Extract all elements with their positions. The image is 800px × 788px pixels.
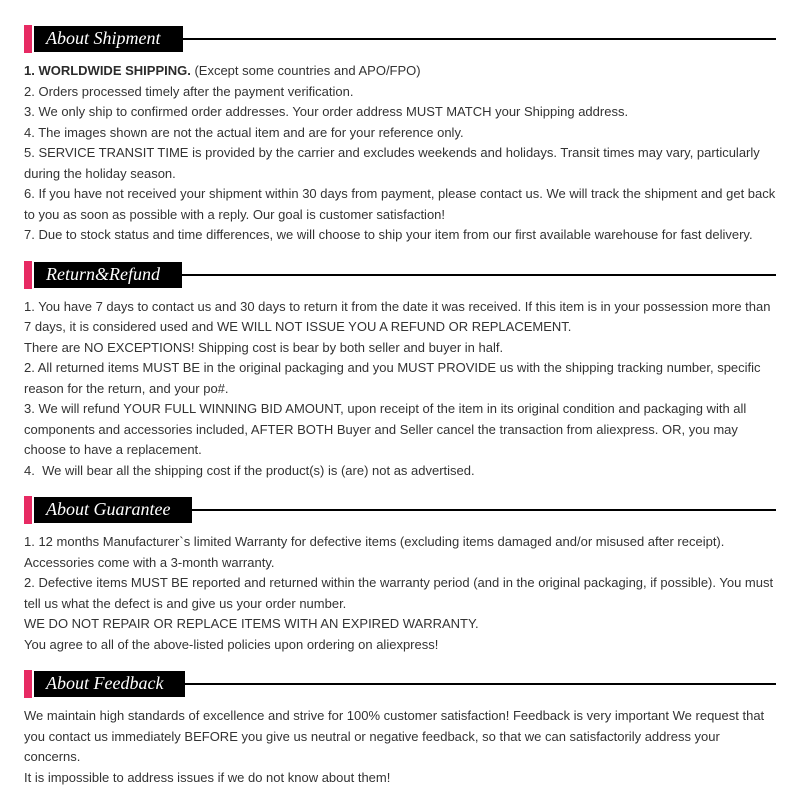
policy-paragraph: There are NO EXCEPTIONS! Shipping cost is bear by both seller and buyer in half. (24, 338, 776, 359)
policy-paragraph: 4. The images shown are not the actual item and are for your reference only. (24, 123, 776, 144)
accent-bar (24, 261, 32, 289)
section-about-guarantee (24, 496, 776, 655)
section-return-refund (24, 261, 776, 482)
header-rule (185, 683, 776, 685)
policy-paragraph: WE DO NOT REPAIR OR REPLACE ITEMS WITH AN EXPIRED WARRANTY. (24, 614, 776, 635)
section-header (24, 670, 776, 698)
section-body (24, 532, 776, 655)
section-header (24, 25, 776, 53)
accent-bar (24, 25, 32, 53)
policy-paragraph: 1. 12 months Manufacturer`s limited Warranty for defective items (excluding items damaged and/or misused after receipt). Accessories come with a 3-month warranty. (24, 532, 776, 573)
policy-paragraph: 6. If you have not received your shipment within 30 days from payment, please contact us. We will track the shipment and get back to you as soon as possible with a reply. Our goal is customer satisfaction! (24, 184, 776, 225)
policy-paragraph: It is impossible to address issues if we do not know about them! (24, 768, 776, 788)
section-body (24, 706, 776, 788)
policy-paragraph: 5. SERVICE TRANSIT TIME is provided by the carrier and excludes weekends and holidays. Transit times may vary, particularly during the holiday season. (24, 143, 776, 184)
header-rule (183, 38, 777, 40)
header-rule (192, 509, 776, 511)
policy-paragraph: 2. All returned items MUST BE in the original packaging and you MUST PROVIDE us with the shipping tracking number, specific reason for the return, and your po#. (24, 358, 776, 399)
section-about-shipment (24, 25, 776, 246)
paragraph-text: (Except some countries and APO/FPO) (191, 63, 421, 78)
accent-bar (24, 670, 32, 698)
policy-paragraph: We maintain high standards of excellence and strive for 100% customer satisfaction! Feedback is very important We request that you contact us immediately BEFORE you give us neutral or negative feedback, so that we can satisfactorily address your concerns. (24, 706, 776, 768)
section-title: About Shipment (34, 26, 183, 52)
section-title: Return&Refund (34, 262, 182, 288)
section-title: About Guarantee (34, 497, 192, 523)
section-about-feedback (24, 670, 776, 788)
policy-paragraph: 4. We will bear all the shipping cost if the product(s) is (are) not as advertised. (24, 461, 776, 482)
section-body (24, 297, 776, 482)
policy-paragraph: 2. Orders processed timely after the payment verification. (24, 82, 776, 103)
policy-paragraph: You agree to all of the above-listed policies upon ordering on aliexpress! (24, 635, 776, 656)
paragraph-bold-lead: 1. WORLDWIDE SHIPPING. (24, 63, 191, 78)
policy-paragraph (24, 61, 776, 82)
policy-paragraph: 3. We only ship to confirmed order addresses. Your order address MUST MATCH your Shipping address. (24, 102, 776, 123)
policy-paragraph: 7. Due to stock status and time differences, we will choose to ship your item from our first available warehouse for fast delivery. (24, 225, 776, 246)
section-title: About Feedback (34, 671, 185, 697)
header-rule (182, 274, 776, 276)
section-header (24, 261, 776, 289)
policy-paragraph: 3. We will refund YOUR FULL WINNING BID AMOUNT, upon receipt of the item in its original condition and packaging with all components and accessories included, AFTER BOTH Buyer and Seller cancel the transaction from aliexpress. OR, you may choose to have a replacement. (24, 399, 776, 461)
section-header (24, 496, 776, 524)
accent-bar (24, 496, 32, 524)
policy-paragraph: 2. Defective items MUST BE reported and returned within the warranty period (and in the original packaging, if possible). You must tell us what the defect is and give us your order number. (24, 573, 776, 614)
section-body (24, 61, 776, 246)
policy-paragraph: 1. You have 7 days to contact us and 30 days to return it from the date it was received. If this item is in your possession more than 7 days, it is considered used and WE WILL NOT ISSUE YOU A REFUND OR REPLACEMENT. (24, 297, 776, 338)
